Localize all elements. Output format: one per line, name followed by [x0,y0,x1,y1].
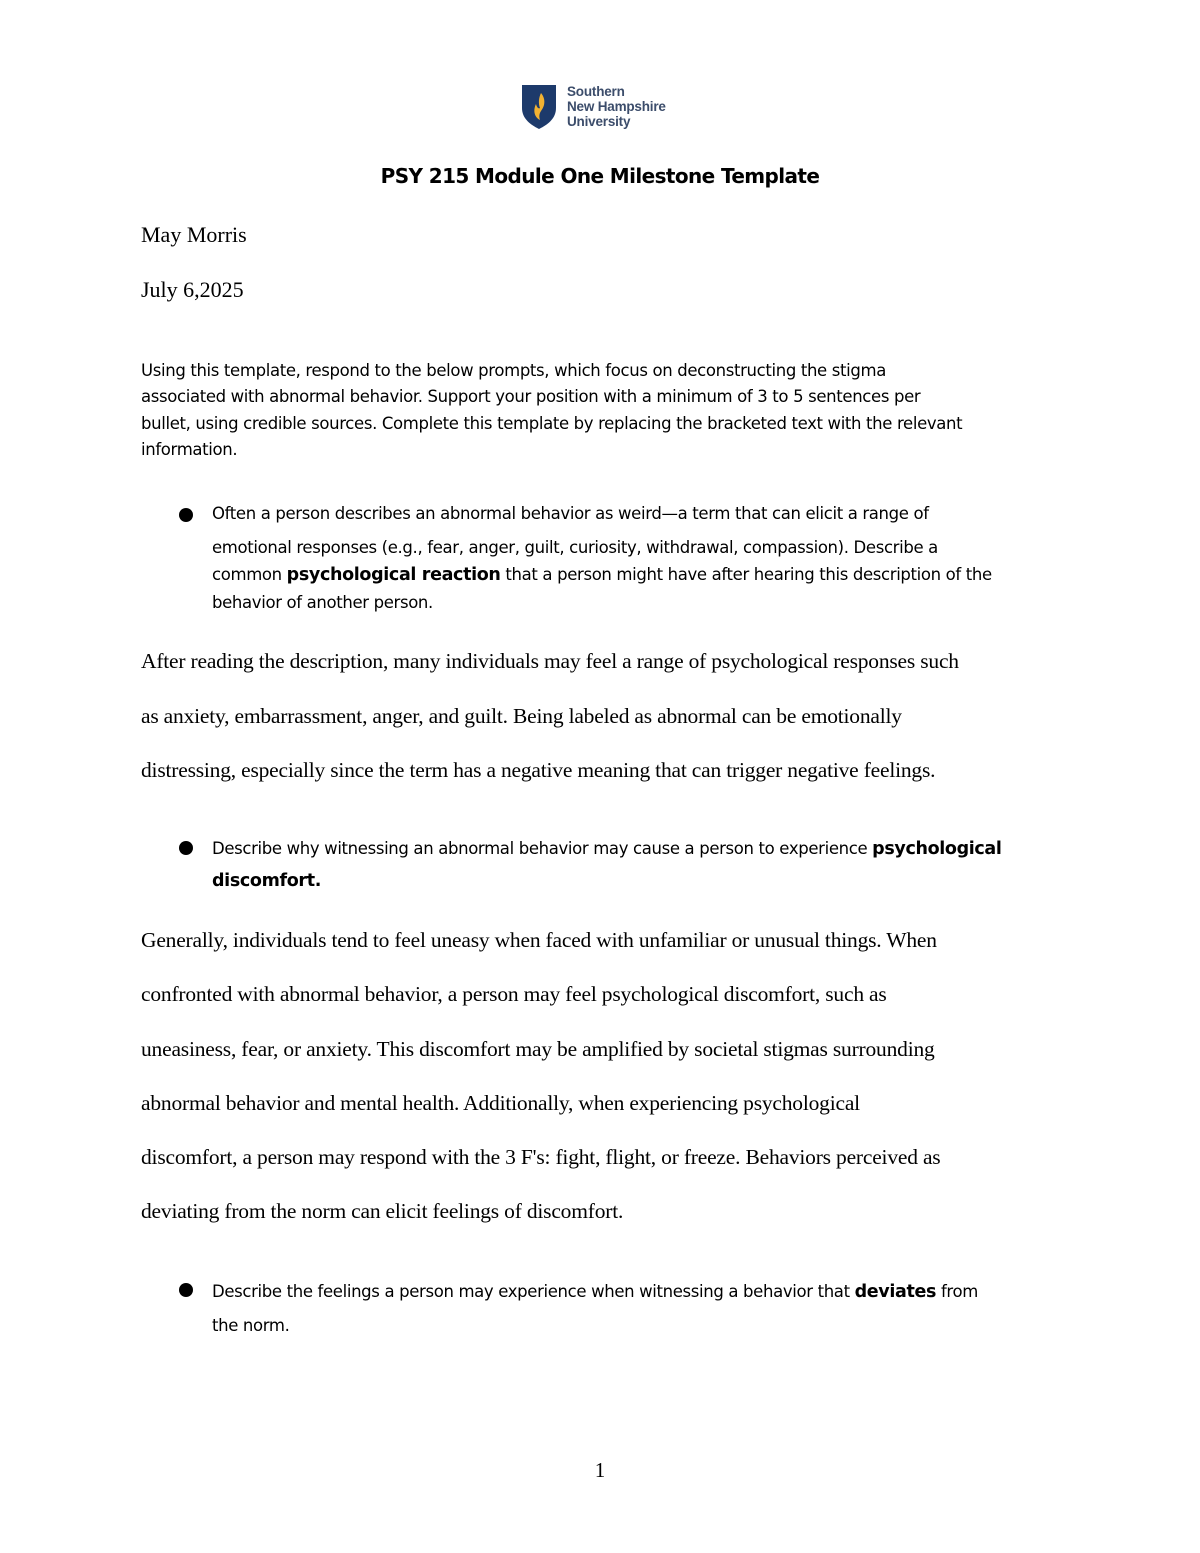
prompt-1 [179,500,1059,616]
prompt-emphasis: psychological reaction [286,565,501,585]
answer-line: confronted with abnormal behavior, a person may feel psychological discomfort, such as [141,982,887,1007]
prompt-line: emotional responses (e.g., fear, anger, guilt, curiosity, withdrawal, compassion). Describe a [212,538,938,557]
prompt-line [212,833,1059,865]
instructions-line: associated with abnormal behavior. Support your position with a minimum of 3 to 5 sentences per [141,387,921,407]
prompt-2 [179,833,1059,897]
author-name: May Morris [141,222,247,247]
prompt-line [212,865,1059,897]
prompt-line: behavior of another person. [212,593,433,612]
prompt-text: Describe the feelings a person may experience when witnessing a behavior that [212,1282,855,1301]
answer-line: Generally, individuals tend to feel uneasy when faced with unfamiliar or unusual things. When [141,928,937,952]
logo-line: New Hampshire [567,99,666,114]
prompt-line: Often a person describes an abnormal behavior as weird—a term that can elicit a range of [212,504,929,523]
instructions-line: bullet, using credible sources. Complete this template by replacing the bracketed text with the relevant [141,413,963,433]
answer-2 [141,913,1081,1239]
instructions-line: Using this template, respond to the below prompts, which focus on deconstructing the stigma [141,361,886,380]
prompt-line [212,561,1059,589]
university-logo [521,84,666,130]
prompt-text: that a person might have after hearing this description of the [500,565,992,584]
instructions-paragraph [141,358,1061,463]
prompt-text: from [936,1282,978,1301]
prompt-line [212,1275,1059,1309]
prompt-emphasis: deviates [854,1282,937,1302]
prompt-line: the norm. [212,1316,290,1335]
answer-line: deviating from the norm can elicit feelings of discomfort. [141,1199,624,1224]
answer-line: After reading the description, many individuals may feel a range of psychological responses such [141,649,959,673]
shield-logo-icon [521,84,557,130]
answer-line: discomfort, a person may respond with the 3 F's: fight, flight, or freeze. Behaviors perceived as [141,1145,941,1170]
logo-line: University [567,114,631,129]
answer-line: distressing, especially since the term has a negative meaning that can trigger negative feelings. [141,758,936,782]
prompt-emphasis: psychological [872,839,1002,859]
prompt-text: common [212,565,287,584]
bullet-icon [179,1283,193,1297]
answer-line: as anxiety, embarrassment, anger, and guilt. Being labeled as abnormal can be emotionally [141,703,902,728]
logo-wordmark [567,84,666,129]
document-date: July 6,2025 [141,277,244,302]
prompt-text: Describe why witnessing an abnormal behavior may cause a person to experience [212,839,873,858]
bullet-icon [179,841,193,855]
instructions-line: information. [141,439,238,459]
prompt-3 [179,1275,1059,1342]
bullet-icon [179,508,193,522]
answer-line: uneasiness, fear, or anxiety. This discomfort may be amplified by societal stigmas surrounding [141,1036,935,1061]
prompt-emphasis: discomfort. [212,871,322,891]
answer-1 [141,634,1081,798]
logo-line: Southern [567,84,625,99]
document-title: PSY 215 Module One Milestone Template [380,164,820,188]
page-number: 1 [594,1458,606,1482]
answer-line: abnormal behavior and mental health. Additionally, when experiencing psychological [141,1090,860,1115]
